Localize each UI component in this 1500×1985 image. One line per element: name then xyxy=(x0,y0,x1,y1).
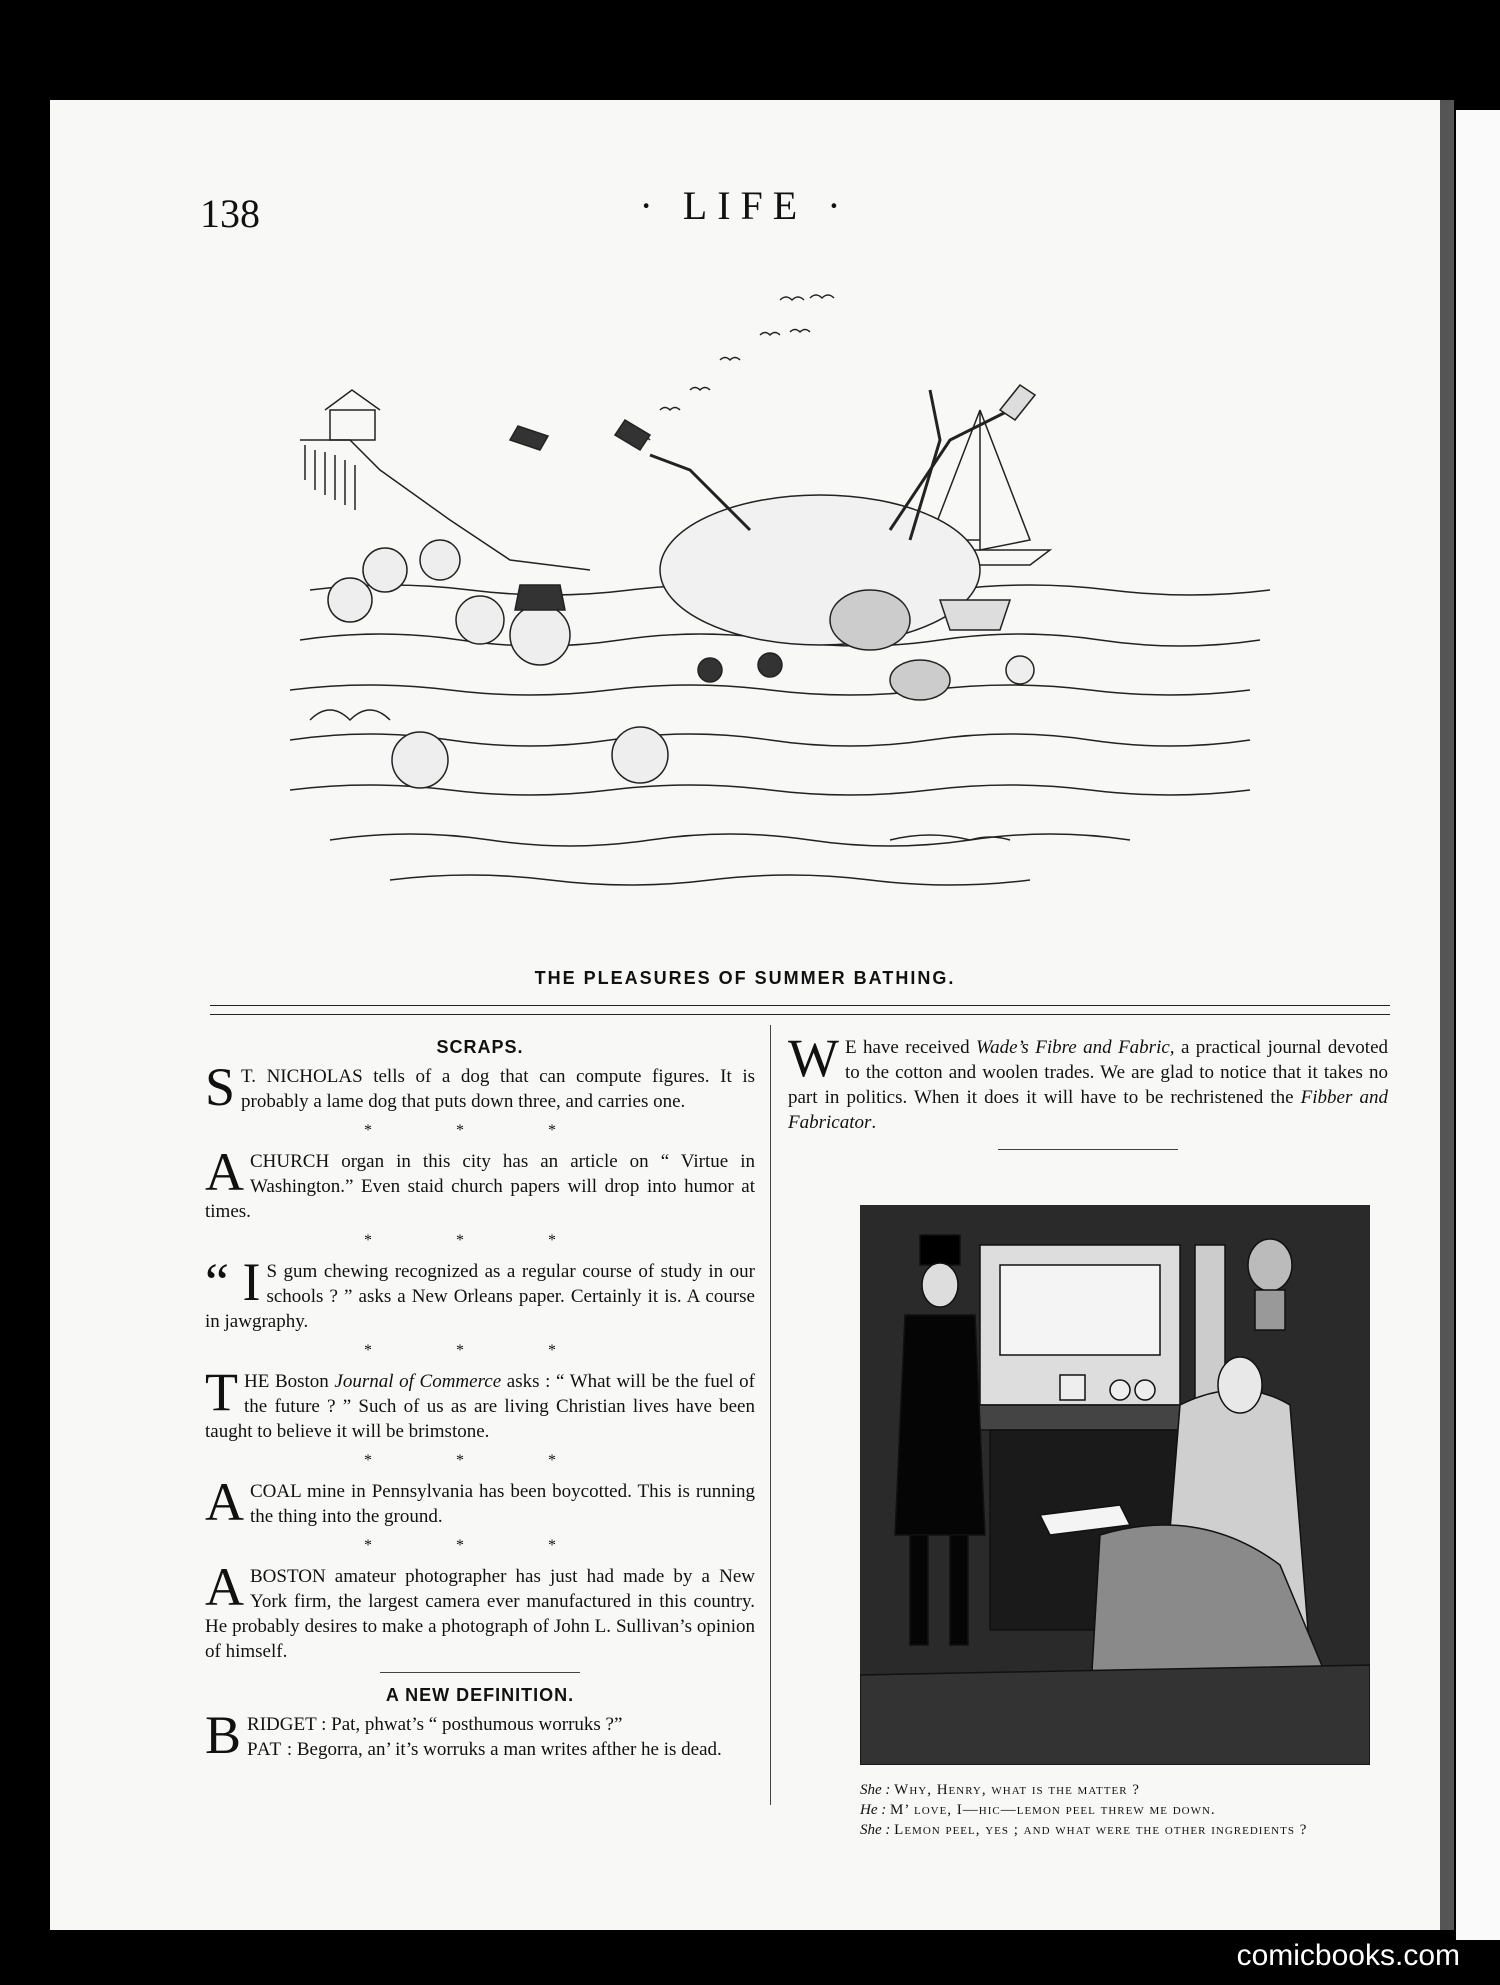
short-rule xyxy=(998,1149,1178,1150)
dialog-line: She : Lemon peel, yes ; and what were the other ingredients ? xyxy=(860,1822,1308,1838)
magazine-title: · LIFE · xyxy=(639,183,851,228)
scrap-item: ACOAL mine in Pennsylvania has been boycotted. This is running the thing into the ground. xyxy=(205,1472,755,1532)
star-divider: * * * xyxy=(364,1232,596,1249)
star-divider: * * * xyxy=(364,1452,596,1469)
facing-page-strip xyxy=(1456,110,1500,1940)
watermark: comicbooks.com xyxy=(1236,1939,1460,1972)
summer-bathing-illustration xyxy=(290,240,1280,930)
parlor-illustration xyxy=(860,1205,1370,1765)
star-divider: * * * xyxy=(364,1537,596,1554)
star-divider: * * * xyxy=(364,1122,596,1139)
definition-heading: A NEW DEFINITION. xyxy=(385,1685,575,1705)
scrap-item: ACHURCH organ in this city has an article on “ Virtue in Washington.” Even staid church papers will drop into humor at times. xyxy=(205,1142,755,1222)
scrap-item: ABOSTON amateur photographer has just had made by a New York firm, the largest camera ever manufactured in this country. He probably desires to make a photograph of John L. Sullivan’s opinion of himself. xyxy=(205,1557,755,1662)
fibre-fabric-article: W E have received Wade’s Fibre and Fabric, a practical journal devoted to the cotton and woolen trades. We are glad to notice that it takes no part in politics. When it does it will have to be rechristened the Fibber and Fabricator. xyxy=(788,1028,1389,1133)
dialog-line: She : Why, Henry, what is the matter ? xyxy=(860,1782,1140,1798)
scrap-item: S T. NICHOLAS tells of a dog that can compute figures. It is probably a lame dog that puts down three, and carries one. xyxy=(205,1057,755,1117)
scraps-heading: SCRAPS. xyxy=(436,1037,524,1057)
parlor-dialog xyxy=(860,1780,1390,1840)
short-rule xyxy=(380,1672,580,1673)
page-edge xyxy=(1440,100,1454,1930)
star-divider: * * * xyxy=(364,1342,596,1359)
section-rule-double xyxy=(210,1014,1390,1015)
scrap-item: THE Boston Journal of Commerce asks : “ What will be the fuel of the future ? ” Such of us as are living Christian lives have been taught to believe it will be brimstone. xyxy=(205,1362,755,1442)
magazine-page xyxy=(50,100,1440,1930)
section-rule xyxy=(210,1005,1390,1006)
scrap-item: “ I S gum chewing recognized as a regular course of study in our schools ? ” asks a New Orleans paper. Certainly it is. A course in jawgraphy. xyxy=(205,1252,755,1332)
column-divider xyxy=(770,1025,771,1805)
right-column xyxy=(788,1028,1389,1158)
left-column xyxy=(205,1025,755,1765)
dialog-line: He : M’ love, I—hic—lemon peel threw me down. xyxy=(860,1802,1216,1818)
definition-text: BRIDGET : Pat, phwat’s “ posthumous worruks ?” PAT : Begorra, an’ it’s worruks a man writes afther he is dead. xyxy=(205,1705,722,1765)
bathing-caption: THE PLEASURES OF SUMMER BATHING. xyxy=(534,968,956,988)
page-number: 138 xyxy=(200,191,260,236)
